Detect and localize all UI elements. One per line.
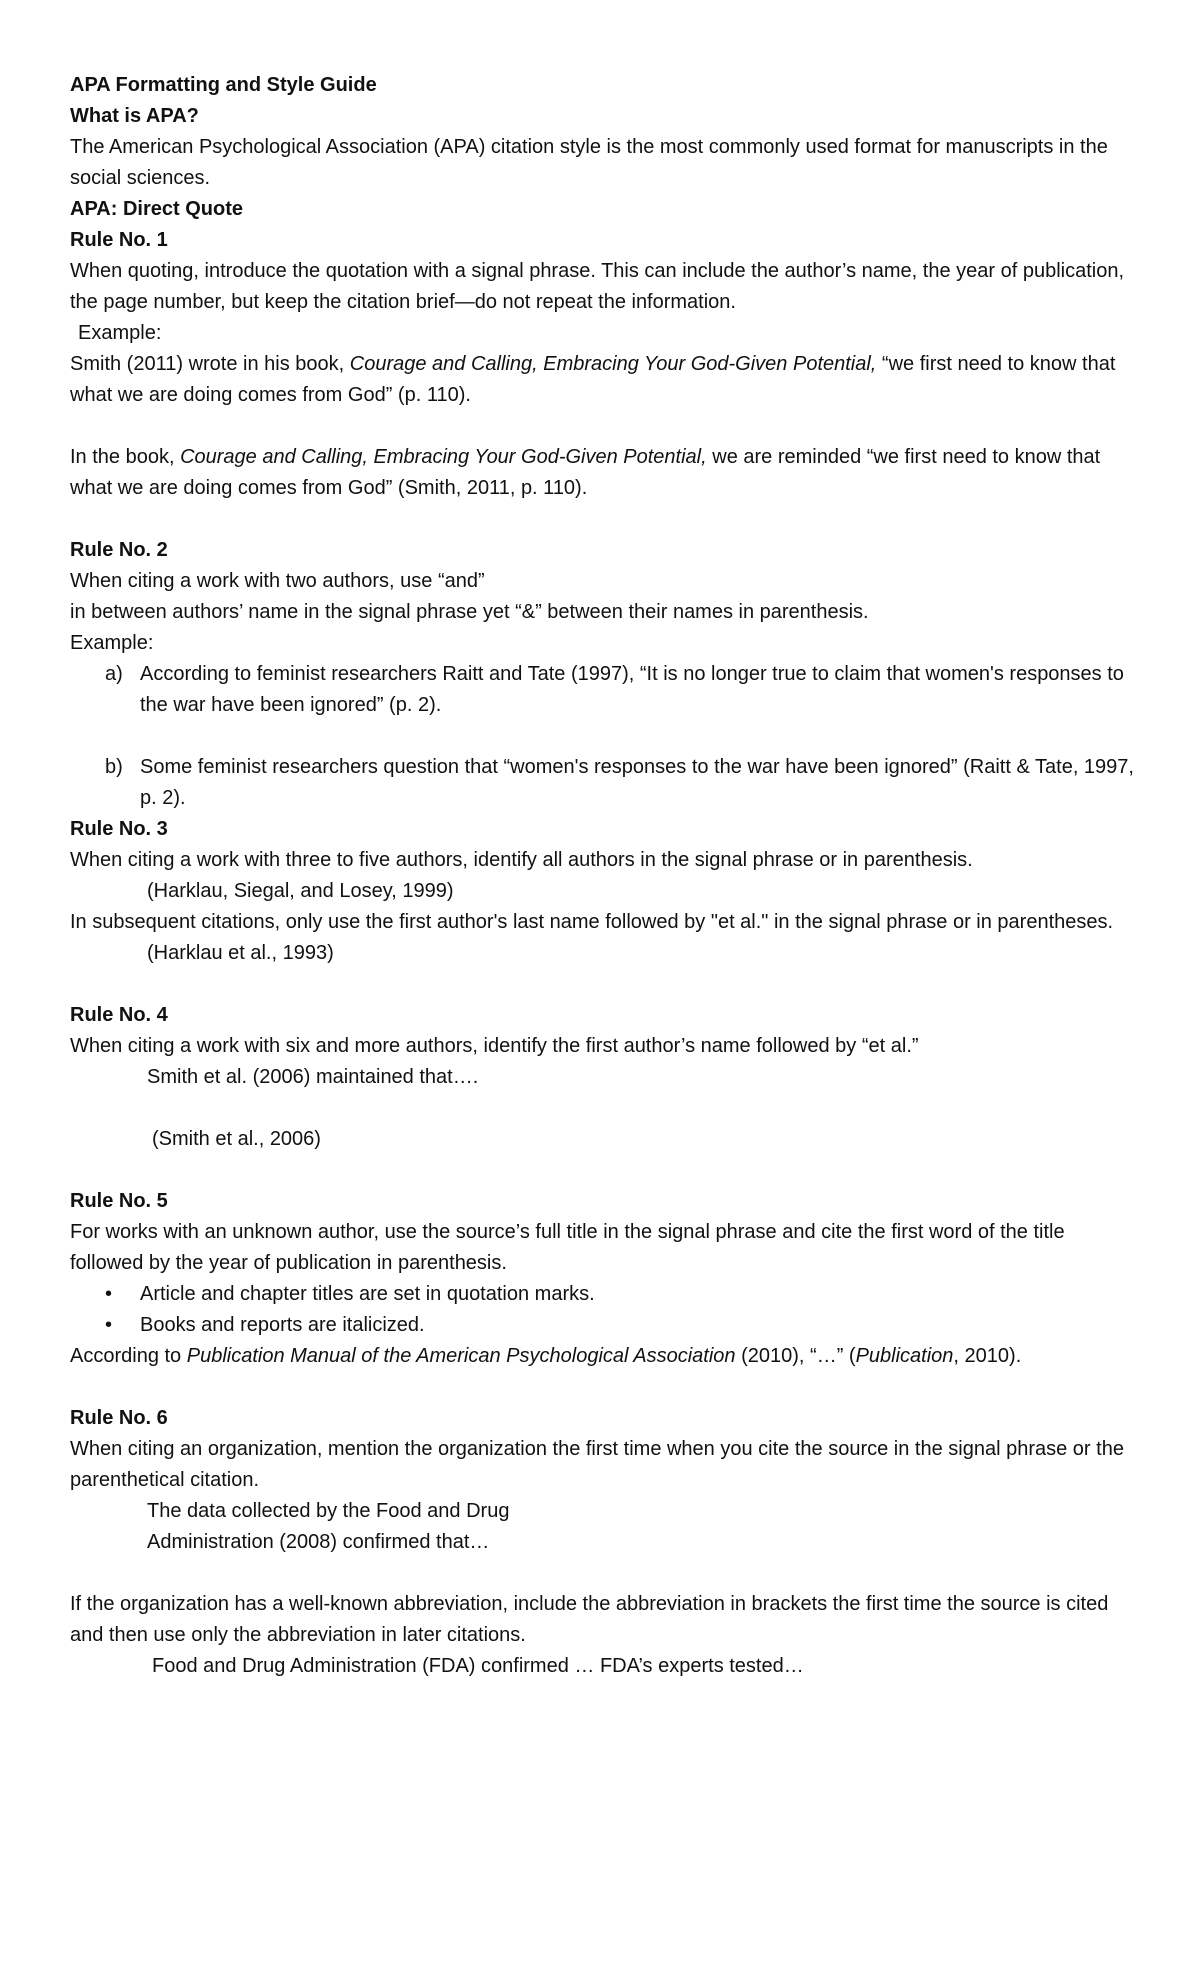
list-item-text: Some feminist researchers question that “women's responses to the war have been ignored” (Raitt & Tate, 1997, p. 2). [140,756,1134,809]
rule1-example-label: Example: [78,322,162,344]
rule5-ex-manual-title: Publication Manual of the American Psychological Association [186,1345,736,1367]
rule1-ex1-pre: Smith (2011) wrote in his book, [70,353,350,375]
rule1-ex2-pre: In the book, [70,446,181,468]
bullet-text: Books and reports are italicized. [140,1314,425,1336]
rule5-ex-mid: (2010), “…” ( [735,1345,856,1367]
rule1-example-1 [70,349,1140,411]
direct-quote-heading: APA: Direct Quote [70,198,243,220]
rule5-bullet-item [70,1310,1140,1341]
rule5-example [70,1341,1140,1372]
spacer [70,1093,1140,1124]
rule3-heading: Rule No. 3 [70,818,168,840]
list-marker: b) [105,756,123,778]
rule6-body: When citing an organization, mention the organization the first time when you cite the source in the signal phrase or the parenthetical citation. [70,1438,1124,1491]
rule5-heading: Rule No. 5 [70,1190,168,1212]
rule3-body: When citing a work with three to five authors, identify all authors in the signal phrase or in parenthesis. [70,849,973,871]
rule4-example-2: (Smith et al., 2006) [152,1128,321,1150]
rule2-list-item-b [70,752,1140,814]
rule3-example-1: (Harklau, Siegal, and Losey, 1999) [147,880,454,902]
bullet-icon: • [105,1314,113,1336]
rule5-bullet-item [70,1279,1140,1310]
rule6-example-line2: Administration (2008) confirmed that… [147,1531,490,1553]
rule3-example-2: (Harklau et al., 1993) [147,942,334,964]
rule1-heading: Rule No. 1 [70,229,168,251]
rule1-body: When quoting, introduce the quotation with a signal phrase. This can include the author’s name, the year of publication, the page number, but keep the citation brief—do not repeat the information. [70,260,1125,313]
rule4-body: When citing a work with six and more authors, identify the first author’s name followed by “et al.” [70,1035,919,1057]
rule5-body: For works with an unknown author, use the source’s full title in the signal phrase and cite the first word of the title followed by the year of publication in parenthesis. [70,1221,1065,1274]
spacer [70,411,1140,442]
rule2-heading: Rule No. 2 [70,539,168,561]
rule4-example-1: Smith et al. (2006) maintained that…. [147,1066,479,1088]
rule1-ex2-post: we are reminded “we first need to know that what we are doing comes from God” (Smith, 2011, p. 110). [70,446,1101,499]
rule5-ex-short-title: Publication [855,1345,954,1367]
document-title: APA Formatting and Style Guide [70,74,377,96]
what-is-apa-body: The American Psychological Association (APA) citation style is the most commonly used format for manuscripts in the social sciences. [70,136,1108,189]
spacer [70,504,1140,535]
rule6-example-line1: The data collected by the Food and Drug [147,1500,510,1522]
rule2-list-item-a [70,659,1140,721]
list-item-text: According to feminist researchers Raitt and Tate (1997), “It is no longer true to claim that women's responses to the war have been ignored” (p. 2). [140,663,1124,716]
rule1-ex2-book-title: Courage and Calling, Embracing Your God-Given Potential, [180,446,707,468]
rule6-heading: Rule No. 6 [70,1407,168,1429]
spacer [70,1372,1140,1403]
rule1-ex1-post: “we first need to know that what we are doing comes from God” (p. 110). [70,353,1116,406]
spacer [70,1155,1140,1186]
rule4-heading: Rule No. 4 [70,1004,168,1026]
rule6-body2: If the organization has a well-known abbreviation, include the abbreviation in brackets the first time the source is cited and then use only the abbreviation in later citations. [70,1593,1109,1646]
rule5-ex-post: , 2010). [953,1345,1022,1367]
rule3-body2: In subsequent citations, only use the first author's last name followed by "et al." in the signal phrase or in parentheses. [70,911,1114,933]
rule2-example-label: Example: [70,632,154,654]
spacer [70,969,1140,1000]
list-marker: a) [105,663,123,685]
what-is-apa-heading: What is APA? [70,105,199,127]
rule6-example-3: Food and Drug Administration (FDA) confirmed … FDA’s experts tested… [152,1655,804,1677]
rule1-ex1-book-title: Courage and Calling, Embracing Your God-Given Potential, [349,353,877,375]
rule1-example-2 [70,442,1140,504]
rule2-line2: in between authors’ name in the signal phrase yet “&” between their names in parenthesis. [70,601,869,623]
document-page [70,70,1140,1682]
rule5-ex-pre: According to [70,1345,187,1367]
spacer [70,721,1140,752]
spacer [70,1558,1140,1589]
bullet-text: Article and chapter titles are set in quotation marks. [140,1283,595,1305]
bullet-icon: • [105,1283,113,1305]
rule2-line1: When citing a work with two authors, use “and” [70,570,485,592]
